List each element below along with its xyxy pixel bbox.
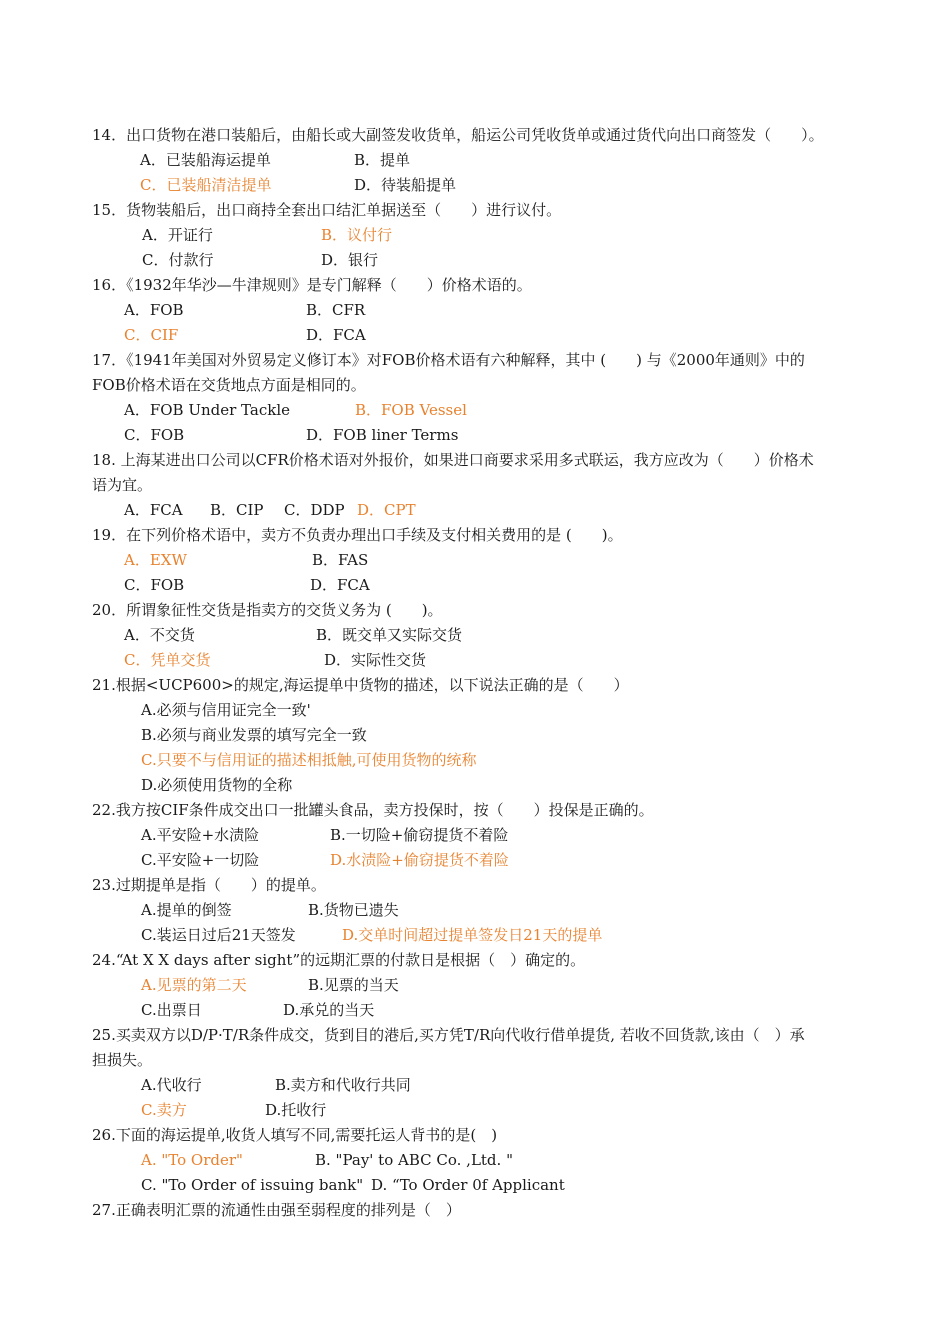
- option-a: A．FCA: [124, 501, 183, 519]
- question-stem: 15．货物装船后，出口商持全套出口结汇单据送至（ ）进行议付。: [92, 201, 562, 219]
- option-a: A．已装船海运提单: [140, 151, 271, 169]
- option-b: B．FAS: [312, 551, 369, 569]
- option-a: A.提单的倒签: [141, 901, 232, 919]
- option-c-correct: C．已装船清洁提单: [140, 176, 272, 194]
- question-stem: 27.正确表明汇票的流通性由强至弱程度的排列是（ ）: [92, 1201, 461, 1219]
- option-d-correct: D.交单时间超过提单签发日21天的提单: [342, 926, 603, 944]
- option-d: D.托收行: [265, 1101, 327, 1119]
- option-b: B．提单: [354, 151, 411, 169]
- option-c: C.出票日: [141, 1001, 202, 1019]
- option-b: B. "Pay' to ABC Co. ,Ltd. ": [315, 1151, 513, 1169]
- question-stem: 22.我方按CIF条件成交出口一批罐头食品，卖方投保时，按（ ）投保是正确的。: [92, 801, 654, 819]
- option-b: B.卖方和代收行共同: [275, 1076, 411, 1094]
- option-c: C.平安险+一切险: [141, 851, 260, 869]
- option-c: C．DDP: [284, 501, 345, 519]
- option-b: B.一切险+偷窃提货不着险: [330, 826, 509, 844]
- option-c: C.装运日过后21天签发: [141, 926, 296, 944]
- option-a-correct: A. "To Order": [141, 1151, 243, 1169]
- option-b: B．既交单又实际交货: [316, 626, 463, 644]
- question-stem: 24.“At X X days after sight”的远期汇票的付款日是根据（ ）确定的。: [92, 951, 586, 969]
- option-d: D.承兑的当天: [283, 1001, 375, 1019]
- option-d: D．FOB liner Terms: [306, 426, 459, 444]
- option-b-correct: B．FOB Vessel: [355, 401, 467, 419]
- question-stem-line2: 担损失。: [92, 1051, 153, 1069]
- question-stem: 16．《1932年华沙—牛津规则》是专门解释（ ）价格术语的。: [92, 276, 532, 294]
- option-a: A．FOB Under Tackle: [124, 401, 290, 419]
- option-d: D. “To Order 0f Applicant: [371, 1176, 565, 1194]
- option-d-correct: D．CPT: [357, 501, 416, 519]
- option-b: B.必须与商业发票的填写完全一致: [141, 726, 367, 744]
- option-b: B.见票的当天: [308, 976, 399, 994]
- option-d: D．实际性交货: [324, 651, 427, 669]
- option-a: A.代收行: [141, 1076, 202, 1094]
- option-a: A.平安险+水渍险: [141, 826, 260, 844]
- option-c-correct: C.只要不与信用证的描述相抵触,可使用货物的统称: [141, 751, 477, 769]
- question-stem: 25.买卖双方以D/P·T/R条件成交，货到目的港后,买方凭T/R向代收行借单提货, 若收不回货款,该由（ ）承: [92, 1026, 805, 1044]
- option-a: A.必须与信用证完全一致': [141, 701, 311, 719]
- option-a: A．不交货: [124, 626, 195, 644]
- option-c: C．FOB: [124, 426, 185, 444]
- question-stem: 20．所谓象征性交货是指卖方的交货义务为 ( )。: [92, 601, 443, 619]
- option-c: C．FOB: [124, 576, 185, 594]
- option-b-correct: B．议付行: [321, 226, 393, 244]
- question-stem: 26.下面的海运提单,收货人填写不同,需要托运人背书的是( ): [92, 1126, 498, 1144]
- option-a-correct: A．EXW: [124, 551, 187, 569]
- option-a: A．开证行: [142, 226, 213, 244]
- option-c: C. "To Order of issuing bank": [141, 1176, 364, 1194]
- option-b: B．CFR: [306, 301, 366, 319]
- option-d: D．FCA: [306, 326, 366, 344]
- option-b: B．CIP: [210, 501, 264, 519]
- option-d: D．银行: [321, 251, 379, 269]
- question-stem: 19．在下列价格术语中，卖方不负责办理出口手续及支付相关费用的是 ( )。: [92, 526, 623, 544]
- option-a: A．FOB: [124, 301, 184, 319]
- option-b: B.货物已遗失: [308, 901, 399, 919]
- question-stem-line2: 语为宜。: [92, 476, 153, 494]
- question-stem: 23.过期提单是指（ ）的提单。: [92, 876, 326, 894]
- question-stem: 17．《1941年美国对外贸易定义修订本》对FOB价格术语有六种解释，其中 ( ) 与《2000年通则》中的: [92, 351, 805, 369]
- option-d: D.必须使用货物的全称: [141, 776, 293, 794]
- option-c-correct: C.卖方: [141, 1101, 187, 1119]
- option-d-correct: D.水渍险+偷窃提货不着险: [330, 851, 509, 869]
- option-a-correct: A.见票的第二天: [141, 976, 247, 994]
- question-stem-line2: FOB价格术语在交货地点方面是相同的。: [92, 376, 366, 394]
- question-stem: 21.根据<UCP600>的规定,海运提单中货物的描述，以下说法正确的是（ ）: [92, 676, 629, 694]
- question-stem: 18. 上海某进出口公司以CFR价格术语对外报价，如果进口商要求采用多式联运，我方应改为（ ）价格术: [92, 451, 814, 469]
- option-d: D．FCA: [310, 576, 370, 594]
- option-c-correct: C．CIF: [124, 326, 179, 344]
- option-c-correct: C．凭单交货: [124, 651, 211, 669]
- option-d: D．待装船提单: [354, 176, 457, 194]
- option-c: C．付款行: [142, 251, 214, 269]
- question-stem: 14．出口货物在港口装船后，由船长或大副签发收货单，船运公司凭收货单或通过货代向出口商签发（ ）。: [92, 126, 824, 144]
